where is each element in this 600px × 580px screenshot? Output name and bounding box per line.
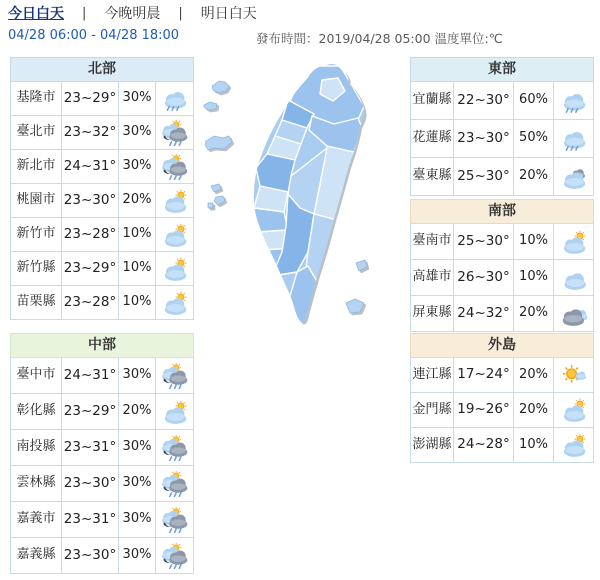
temperature-range: 23~30° <box>62 466 119 502</box>
weather-sun-cloud-rain-icon <box>159 435 191 461</box>
county-name: 嘉義縣 <box>11 538 62 574</box>
weather-sun-cloud-rain-icon <box>159 120 191 146</box>
temperature-range: 17~24° <box>454 358 514 393</box>
weather-sunny-icon <box>558 362 590 388</box>
rain-probability: 10% <box>119 252 156 286</box>
temperature-range: 26~30° <box>454 260 514 296</box>
table-row <box>11 252 194 286</box>
temperature-range: 23~28° <box>62 218 119 252</box>
taiwan-map <box>196 56 406 338</box>
region-header-central: 中部 <box>11 334 194 358</box>
temperature-range: 24~32° <box>454 296 514 332</box>
rain-probability: 30% <box>119 430 156 466</box>
map-region <box>254 208 288 232</box>
rain-probability: 10% <box>514 224 554 260</box>
rain-probability: 10% <box>514 428 554 463</box>
temperature-range: 23~28° <box>62 286 119 320</box>
weather-sun-cloud-rain-icon <box>159 507 191 533</box>
rain-probability: 10% <box>119 286 156 320</box>
tab-separator: | <box>178 5 183 21</box>
weather-sun-cloud-rain-icon <box>159 471 191 497</box>
forecast-tab-bar <box>8 3 257 23</box>
table-row <box>11 116 194 150</box>
taiwan-island <box>254 64 365 326</box>
county-name: 屏東縣 <box>411 296 454 332</box>
region-header-east: 東部 <box>411 58 594 82</box>
temperature-range: 23~30° <box>454 120 514 158</box>
table-south <box>410 199 594 332</box>
county-name: 南投縣 <box>11 430 62 466</box>
table-row <box>11 184 194 218</box>
temperature-range: 19~26° <box>454 393 514 428</box>
table-row <box>411 158 594 196</box>
weather-cloudy-icon <box>558 164 590 190</box>
weather-partly-cloudy-icon <box>558 397 590 423</box>
rain-probability: 30% <box>119 150 156 184</box>
temperature-range: 25~30° <box>454 158 514 196</box>
temperature-range: 23~29° <box>62 82 119 116</box>
weather-partly-cloudy-icon <box>159 256 191 282</box>
table-central <box>10 333 194 574</box>
county-name: 臺中市 <box>11 358 62 394</box>
table-row <box>411 428 594 463</box>
table-east <box>410 57 594 196</box>
rain-probability: 20% <box>119 394 156 430</box>
temperature-range: 24~31° <box>62 150 119 184</box>
county-name: 高雄市 <box>411 260 454 296</box>
county-name: 苗栗縣 <box>11 286 62 320</box>
rain-probability: 20% <box>514 393 554 428</box>
temperature-range: 25~30° <box>454 224 514 260</box>
weather-cloudy-icon <box>558 265 590 291</box>
table-row <box>411 296 594 332</box>
county-name: 新竹縣 <box>11 252 62 286</box>
temperature-range: 23~30° <box>62 184 119 218</box>
table-row <box>11 502 194 538</box>
table-row <box>11 82 194 116</box>
temperature-range: 23~30° <box>62 538 119 574</box>
tab-separator: | <box>82 5 87 21</box>
rain-probability: 30% <box>119 502 156 538</box>
county-name: 彰化縣 <box>11 394 62 430</box>
rain-probability: 30% <box>119 466 156 502</box>
weather-rain-icon <box>558 126 590 152</box>
rain-probability: 60% <box>514 82 554 120</box>
region-header-north: 北部 <box>11 58 194 82</box>
rain-probability: 20% <box>514 158 554 196</box>
region-header-south: 南部 <box>411 200 594 224</box>
weather-partly-cloudy-icon <box>159 399 191 425</box>
county-name: 新北市 <box>11 150 62 184</box>
table-row <box>11 466 194 502</box>
table-row <box>411 224 594 260</box>
county-name: 澎湖縣 <box>411 428 454 463</box>
weather-sun-cloud-rain-icon <box>159 154 191 180</box>
table-row <box>411 82 594 120</box>
rain-probability: 10% <box>119 218 156 252</box>
temperature-range: 24~31° <box>62 358 119 394</box>
table-outer-islands <box>410 333 594 463</box>
table-row <box>411 120 594 158</box>
temperature-range: 23~31° <box>62 502 119 538</box>
county-name: 雲林縣 <box>11 466 62 502</box>
table-row <box>11 430 194 466</box>
county-name: 金門縣 <box>411 393 454 428</box>
temperature-range: 24~28° <box>454 428 514 463</box>
weather-partly-cloudy-icon <box>159 188 191 214</box>
temperature-range: 23~32° <box>62 116 119 150</box>
county-name: 桃園市 <box>11 184 62 218</box>
table-row <box>11 358 194 394</box>
temperature-range: 23~31° <box>62 430 119 466</box>
county-name: 連江縣 <box>411 358 454 393</box>
county-name: 嘉義市 <box>11 502 62 538</box>
temperature-range: 23~29° <box>62 252 119 286</box>
county-name: 基隆市 <box>11 82 62 116</box>
temperature-range: 22~30° <box>454 82 514 120</box>
county-name: 宜蘭縣 <box>411 82 454 120</box>
rain-probability: 30% <box>119 116 156 150</box>
weather-sun-cloud-rain-icon <box>159 363 191 389</box>
table-row <box>11 218 194 252</box>
county-name: 臺南市 <box>411 224 454 260</box>
weather-dark-cloudy-icon <box>558 301 590 327</box>
rain-probability: 20% <box>119 184 156 218</box>
weather-partly-cloudy-icon <box>558 229 590 255</box>
table-row <box>411 260 594 296</box>
weather-rain-icon <box>159 86 191 112</box>
temperature-range: 23~29° <box>62 394 119 430</box>
weather-partly-cloudy-icon <box>558 432 590 458</box>
tab-today-day[interactable]: 今日白天 <box>8 6 64 22</box>
weather-partly-cloudy-icon <box>159 222 191 248</box>
forecast-date-range: 04/28 06:00 - 04/28 18:00 <box>8 28 180 43</box>
table-row <box>11 150 194 184</box>
table-row <box>411 358 594 393</box>
county-name: 臺北市 <box>11 116 62 150</box>
region-header-islands: 外島 <box>411 334 594 358</box>
weather-sun-cloud-rain-icon <box>159 543 191 569</box>
county-name: 花蓮縣 <box>411 120 454 158</box>
rain-probability: 30% <box>119 358 156 394</box>
table-row <box>11 394 194 430</box>
rain-probability: 30% <box>119 82 156 116</box>
table-row <box>411 393 594 428</box>
table-row <box>11 538 194 574</box>
publish-time-and-unit: 發布時間：2019/04/28 05:00 溫度單位:℃ <box>256 31 503 46</box>
rain-probability: 30% <box>119 538 156 574</box>
rain-probability: 10% <box>514 260 554 296</box>
weather-partly-cloudy-icon <box>159 290 191 316</box>
tab-tomorrow-day[interactable]: 明日白天 <box>200 6 257 22</box>
weather-rain-icon <box>558 88 590 114</box>
tab-tonight-tomorrow-morning[interactable]: 今晚明晨 <box>104 6 161 22</box>
table-north <box>10 57 194 320</box>
county-name: 臺東縣 <box>411 158 454 196</box>
rain-probability: 50% <box>514 120 554 158</box>
table-row <box>11 286 194 320</box>
rain-probability: 20% <box>514 296 554 332</box>
county-name: 新竹市 <box>11 218 62 252</box>
rain-probability: 20% <box>514 358 554 393</box>
